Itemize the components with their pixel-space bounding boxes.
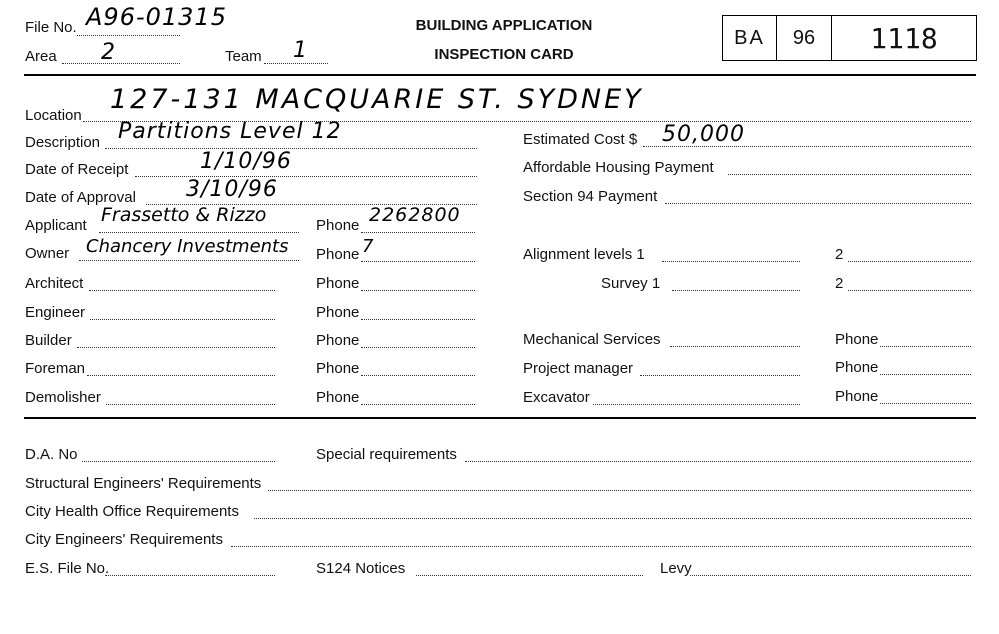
foreman-phone-label: Phone — [316, 360, 360, 377]
engineer-phone-label: Phone — [316, 304, 360, 321]
applicant-phone-value[interactable]: 2262800 — [369, 204, 461, 226]
estimated-cost-label: Estimated Cost $ — [523, 131, 638, 148]
survey-label: Survey 1 — [601, 275, 661, 292]
applicant-phone-line — [361, 232, 475, 233]
engineer-line — [90, 319, 275, 320]
es-file-no-label: E.S. File No. — [25, 560, 110, 577]
mechanical-phone-line — [880, 346, 971, 347]
demolisher-phone-line — [361, 404, 475, 405]
form-title-line1: BUILDING APPLICATION — [415, 17, 593, 34]
estimated-cost-value[interactable]: 50,000 — [662, 122, 745, 147]
owner-value[interactable]: Chancery Investments — [86, 236, 289, 257]
project-manager-line — [640, 375, 800, 376]
section94-line — [665, 203, 971, 204]
details-divider — [24, 417, 976, 419]
date-approval-label: Date of Approval — [25, 189, 136, 206]
demolisher-phone-label: Phone — [316, 389, 360, 406]
builder-label: Builder — [25, 332, 72, 349]
alignment-levels-2-label: 2 — [835, 246, 844, 263]
s124-notices-label: S124 Notices — [316, 560, 406, 577]
foreman-line — [87, 375, 275, 376]
date-receipt-value[interactable]: 1/10/96 — [200, 149, 292, 174]
engineer-label: Engineer — [25, 304, 86, 321]
alignment-levels-label: Alignment levels 1 — [523, 246, 645, 263]
form-title-line2: INSPECTION CARD — [434, 46, 574, 63]
architect-phone-label: Phone — [316, 275, 360, 292]
project-manager-phone-line — [880, 374, 971, 375]
builder-phone-line — [361, 347, 475, 348]
city-health-line — [254, 518, 971, 519]
demolisher-label: Demolisher — [25, 389, 101, 406]
excavator-phone-label: Phone — [835, 388, 879, 405]
city-engineers-label: City Engineers' Requirements — [25, 531, 223, 548]
architect-line — [89, 290, 275, 291]
area-line — [62, 63, 180, 64]
levy-line — [690, 575, 971, 576]
owner-phone-value[interactable]: 7 — [362, 236, 375, 257]
alignment-levels-line-1 — [662, 261, 800, 262]
s124-notices-line — [416, 575, 643, 576]
survey-line-1 — [672, 290, 800, 291]
structural-engineers-line — [268, 490, 971, 491]
mechanical-phone-label: Phone — [835, 331, 879, 348]
ba-number-box — [722, 15, 977, 61]
engineer-phone-line — [361, 319, 475, 320]
location-value[interactable]: 127-131 MACQUARIE ST. SYDNEY — [110, 84, 644, 115]
architect-label: Architect — [25, 275, 84, 292]
applicant-line — [99, 232, 299, 233]
applicant-value[interactable]: Frassetto & Rizzo — [101, 204, 267, 226]
alignment-levels-line-2 — [848, 261, 971, 262]
file-no-line — [77, 35, 180, 36]
header-divider — [24, 74, 976, 76]
owner-phone-label: Phone — [316, 246, 360, 263]
area-label: Area — [25, 48, 57, 65]
owner-label: Owner — [25, 245, 70, 262]
ba-code: BA — [723, 16, 777, 60]
affordable-housing-line — [728, 174, 971, 175]
foreman-label: Foreman — [25, 360, 86, 377]
description-label: Description — [25, 134, 101, 151]
date-receipt-label: Date of Receipt — [25, 161, 129, 178]
team-value[interactable]: 1 — [293, 38, 308, 63]
da-no-label: D.A. No — [25, 446, 78, 463]
section94-label: Section 94 Payment — [523, 188, 658, 205]
area-value[interactable]: 2 — [101, 40, 116, 65]
team-label: Team — [225, 48, 262, 65]
ba-year: 96 — [777, 16, 832, 60]
excavator-line — [593, 404, 800, 405]
location-label: Location — [25, 107, 82, 124]
description-value[interactable]: Partitions Level 12 — [118, 119, 342, 144]
ba-number: 1118 — [870, 21, 938, 55]
survey-2-label: 2 — [835, 275, 844, 292]
mechanical-services-label: Mechanical Services — [523, 331, 661, 348]
date-approval-value[interactable]: 3/10/96 — [186, 177, 278, 202]
demolisher-line — [106, 404, 275, 405]
project-manager-label: Project manager — [523, 360, 634, 377]
owner-phone-line — [361, 261, 475, 262]
owner-line — [79, 260, 299, 261]
excavator-label: Excavator — [523, 389, 590, 406]
special-requirements-label: Special requirements — [316, 446, 457, 463]
builder-line — [77, 347, 275, 348]
mechanical-services-line — [670, 346, 800, 347]
es-file-no-line — [105, 575, 275, 576]
city-health-label: City Health Office Requirements — [25, 503, 239, 520]
city-engineers-line — [231, 546, 971, 547]
levy-label: Levy — [660, 560, 692, 577]
architect-phone-line — [361, 290, 475, 291]
project-manager-phone-label: Phone — [835, 359, 879, 376]
structural-engineers-label: Structural Engineers' Requirements — [25, 475, 262, 492]
file-no-label: File No. — [25, 19, 77, 36]
file-no-value[interactable]: A96-01315 — [86, 3, 227, 31]
foreman-phone-line — [361, 375, 475, 376]
da-no-line — [82, 461, 275, 462]
team-line — [264, 63, 328, 64]
applicant-label: Applicant — [25, 217, 87, 234]
excavator-phone-line — [880, 403, 971, 404]
affordable-housing-label: Affordable Housing Payment — [523, 159, 714, 176]
builder-phone-label: Phone — [316, 332, 360, 349]
special-requirements-line — [465, 461, 971, 462]
applicant-phone-label: Phone — [316, 217, 360, 234]
survey-line-2 — [848, 290, 971, 291]
